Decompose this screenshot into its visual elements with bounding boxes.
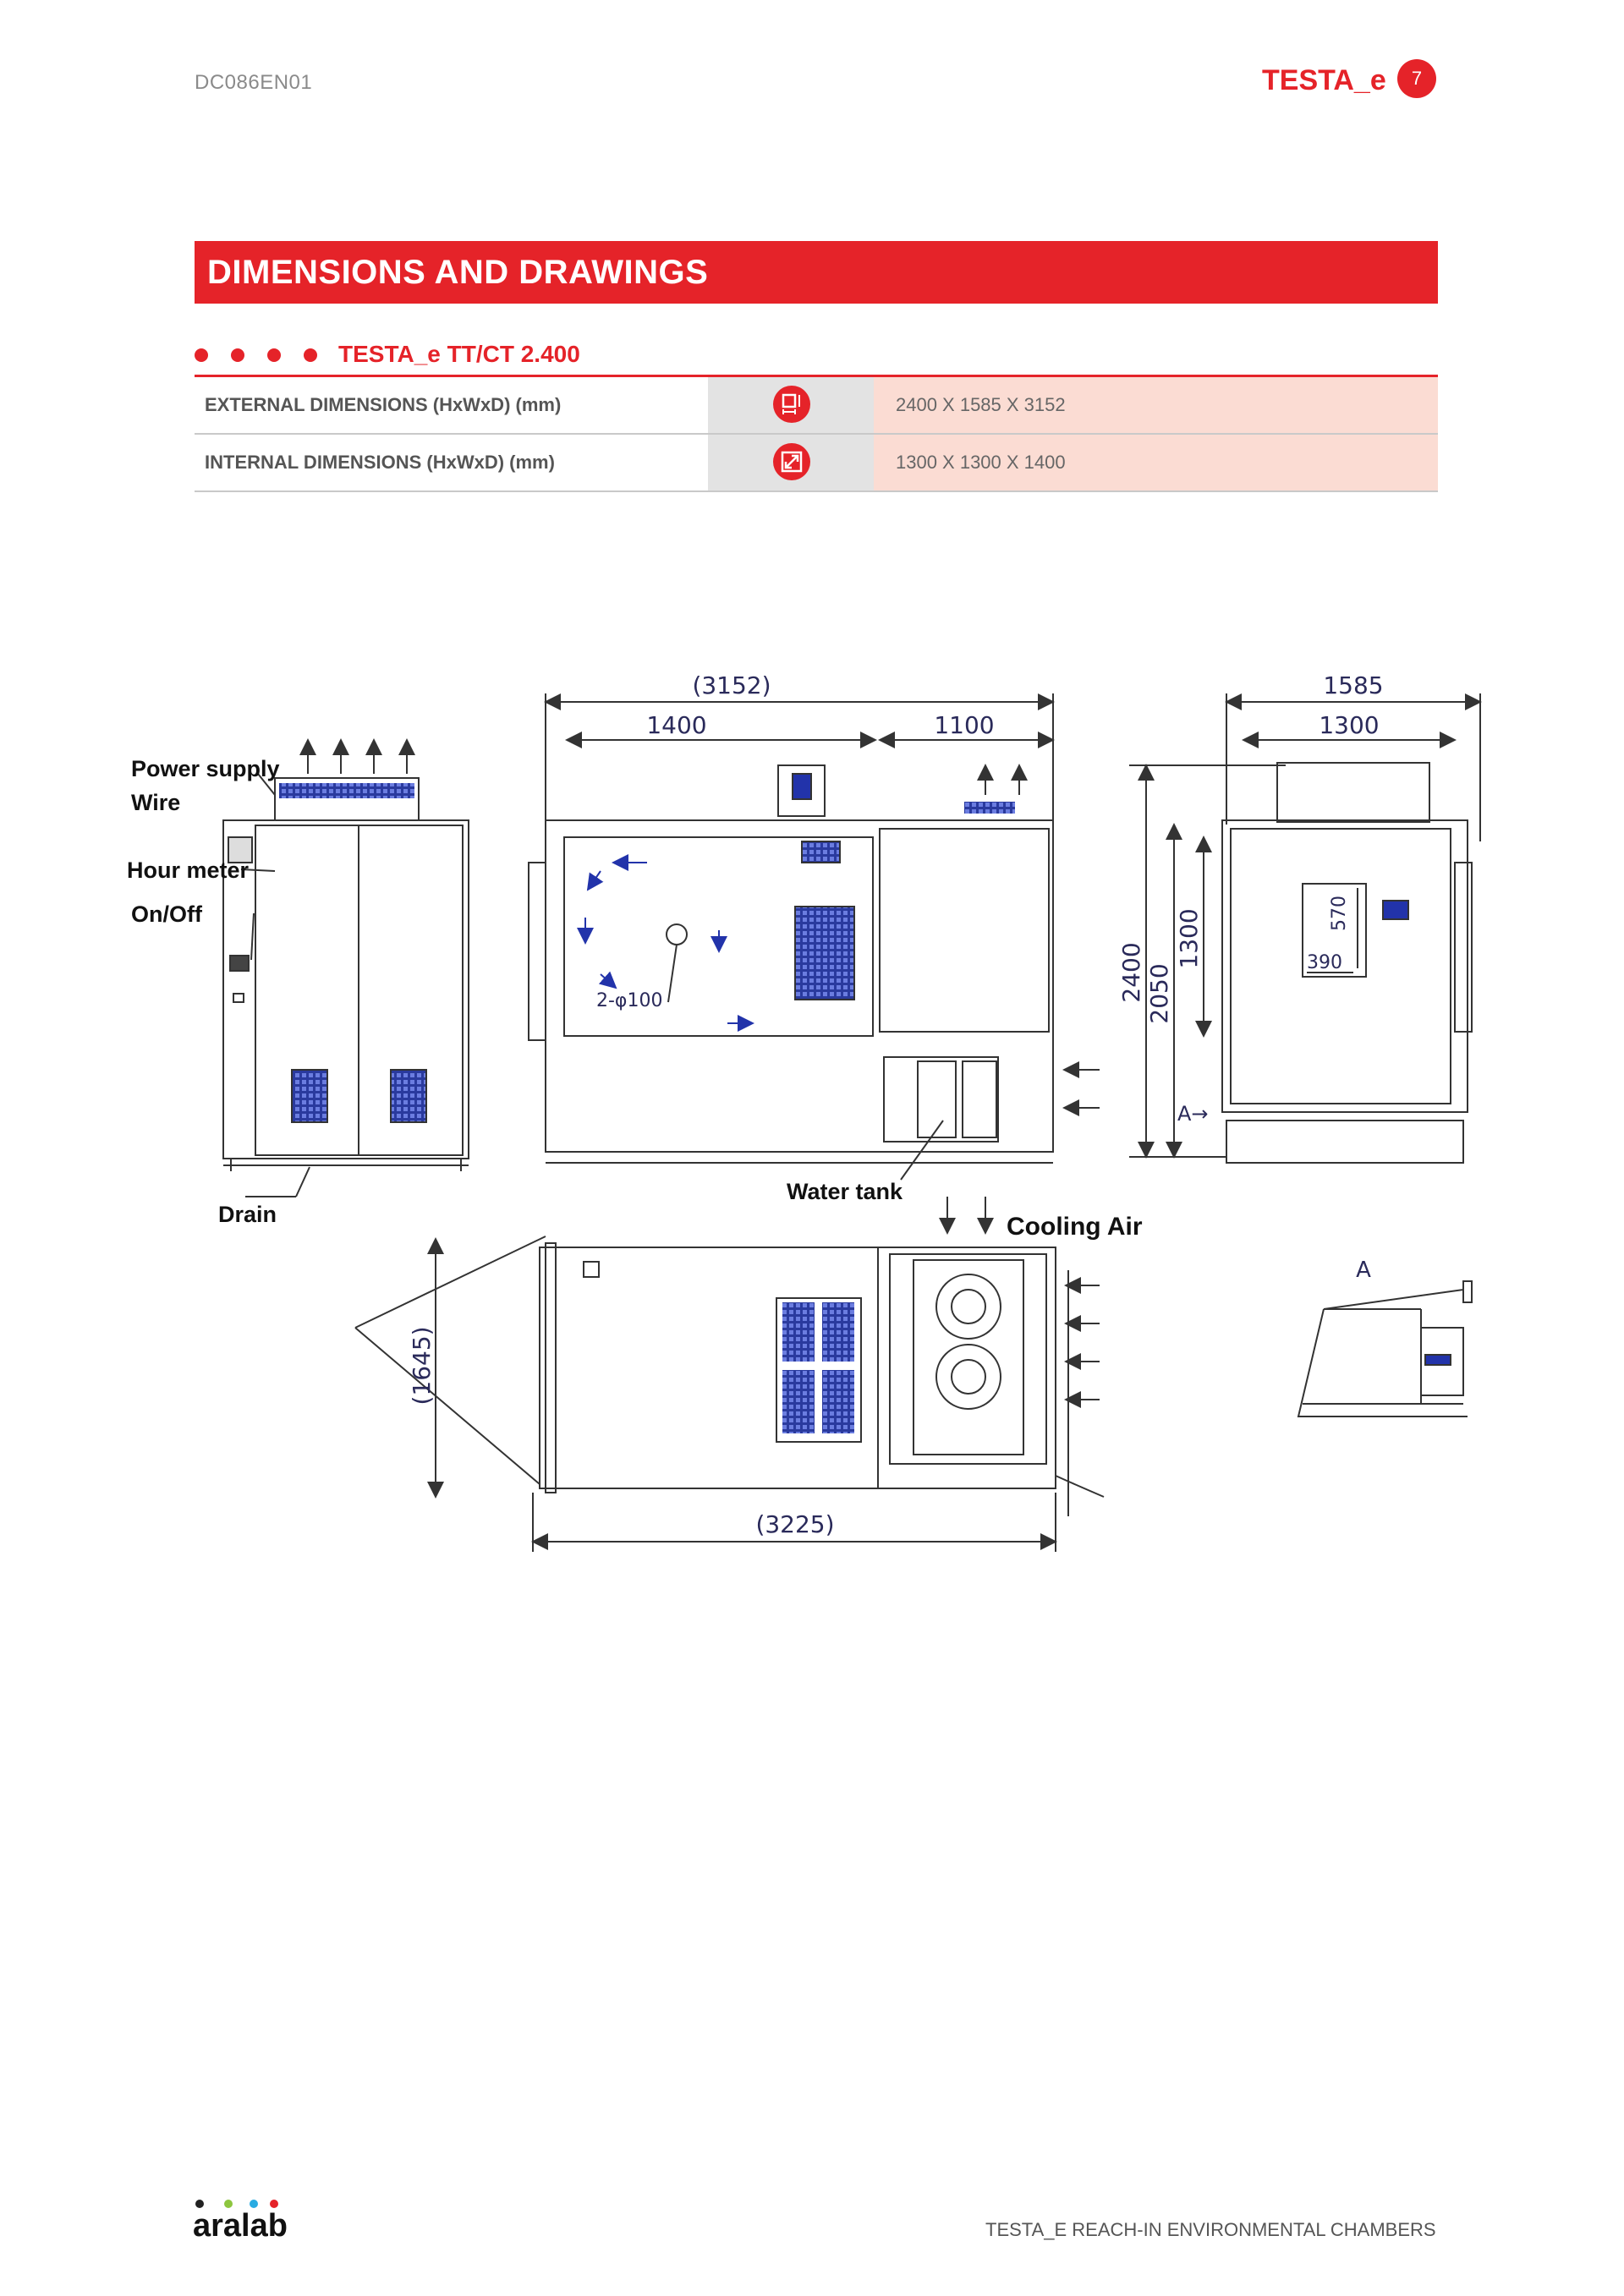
- detail-a-view: [1298, 1281, 1472, 1417]
- bullet-dot: [304, 348, 317, 362]
- logo-dot: [195, 2200, 204, 2208]
- section-header-bar: [195, 241, 1438, 304]
- top-view: [355, 1197, 1104, 1552]
- logo-dot: [224, 2200, 233, 2208]
- cooling-air-label: Cooling Air: [1007, 1213, 1143, 1241]
- spec-label: EXTERNAL DIMENSIONS (HxWxD) (mm): [205, 394, 562, 415]
- front-view: [529, 693, 1100, 1180]
- technical-drawing: [118, 660, 1514, 1564]
- dimension-top-depth: (3225): [755, 1510, 835, 1538]
- spec-table: [195, 375, 1438, 492]
- spec-icon-cell: [708, 435, 874, 490]
- footer-tagline: TESTA_E REACH-IN ENVIRONMENTAL CHAMBERS: [985, 2219, 1436, 2240]
- spec-label: INTERNAL DIMENSIONS (HxWxD) (mm): [205, 452, 555, 473]
- document-code: DC086EN01: [195, 71, 313, 94]
- dimension-internal-width: 1300: [1319, 711, 1380, 739]
- section-a-marker: A→: [1177, 1102, 1209, 1126]
- dimension-window-height: 570: [1329, 896, 1350, 931]
- section-title: DIMENSIONS AND DRAWINGS: [207, 254, 709, 291]
- dimension-window-width: 390: [1307, 952, 1342, 973]
- drain-label: Drain: [218, 1202, 277, 1227]
- power-supply-label: Power supply: [131, 756, 280, 781]
- spec-value-cell: [874, 435, 1438, 490]
- port-label: 2-φ100: [596, 990, 663, 1011]
- aralab-logo: [193, 2197, 294, 2252]
- side-view-left: [223, 740, 469, 1197]
- bullet-dot: [267, 348, 281, 362]
- hour-meter-label: Hour meter: [127, 858, 250, 883]
- bullet-dot: [195, 348, 208, 362]
- dimension-door-swing: (1645): [408, 1326, 436, 1406]
- detail-a-label: A: [1356, 1258, 1371, 1283]
- dimension-overall-width: 1585: [1323, 671, 1384, 699]
- dimension-overall-depth: (3152): [692, 671, 771, 699]
- spec-value: 2400 X 1585 X 3152: [896, 394, 1066, 415]
- page-number-badge: 7: [1397, 59, 1436, 98]
- table-row: [195, 435, 1438, 492]
- model-heading: [195, 341, 1438, 370]
- spec-value: 1300 X 1300 X 1400: [896, 452, 1066, 473]
- dimension-chamber-depth: 1400: [646, 711, 707, 739]
- logo-dot: [250, 2200, 258, 2208]
- dimension-door-height: 2050: [1145, 963, 1173, 1024]
- spec-value-cell: [874, 377, 1438, 433]
- dimension-internal-height: 1300: [1175, 908, 1203, 969]
- table-row: [195, 377, 1438, 435]
- logo-dot: [270, 2200, 278, 2208]
- external-dimensions-icon: [773, 386, 810, 423]
- internal-dimensions-icon: [773, 443, 810, 480]
- brand-name: TESTA_e: [1262, 64, 1386, 96]
- wire-label: Wire: [131, 790, 181, 815]
- dimension-overall-height: 2400: [1117, 942, 1145, 1003]
- dimension-machine-depth: 1100: [934, 711, 995, 739]
- on-off-label: On/Off: [131, 901, 202, 927]
- bullet-dot: [231, 348, 244, 362]
- water-tank-label: Water tank: [787, 1179, 903, 1204]
- logo-text: aralab: [193, 2208, 288, 2244]
- spec-icon-cell: [708, 377, 874, 433]
- model-title: TESTA_e TT/CT 2.400: [338, 341, 580, 367]
